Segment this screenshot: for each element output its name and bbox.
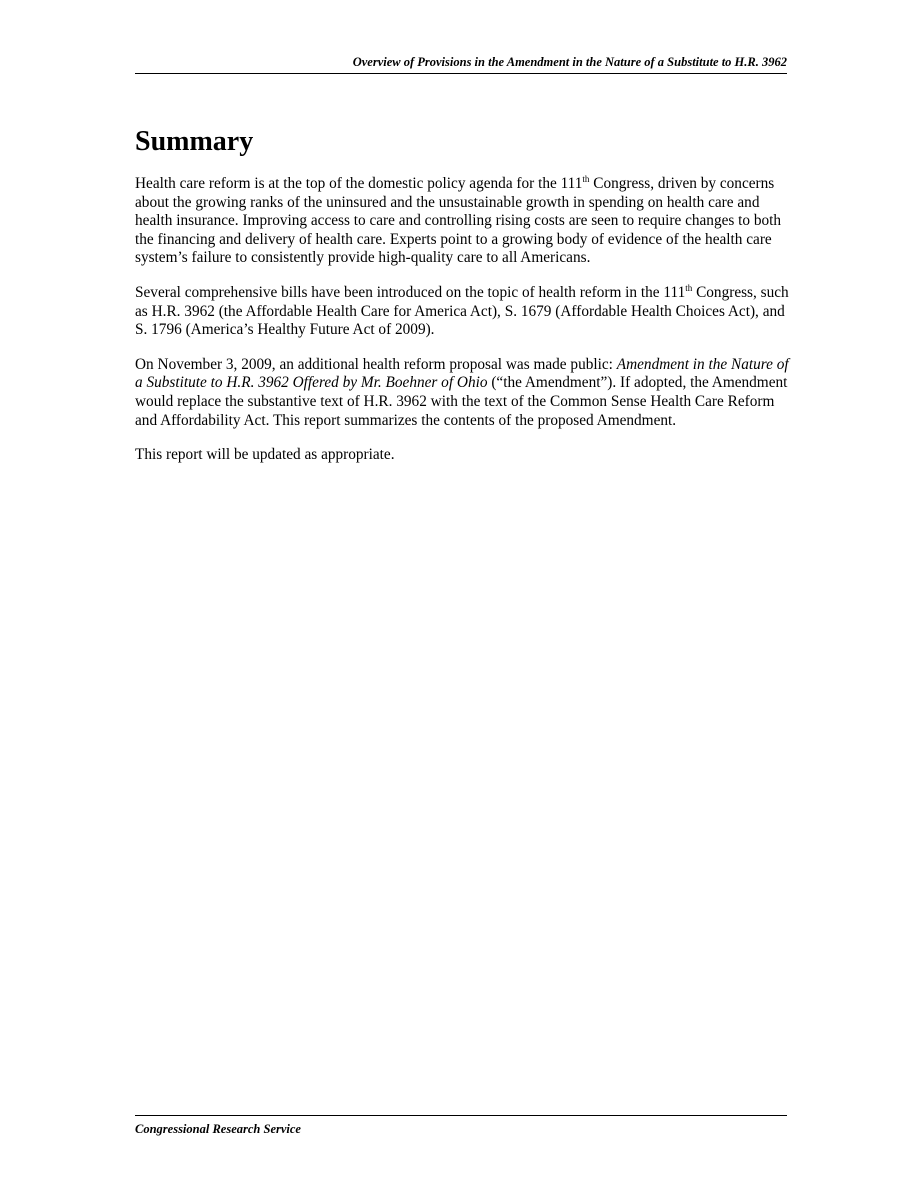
running-header-title: Overview of Provisions in the Amendment in the Nature of a Substitute to H.R. 3962 <box>352 55 787 69</box>
amendment-title: Amendment in the Nature of a Substitute to H.R. 3962 Offered by Mr. Boehner of Ohio <box>135 355 789 392</box>
summary-paragraph-1 <box>135 175 790 268</box>
paragraph-2-text-b: Congress, such as H.R. 3962 (the Affordable Health Care for America Act), S. 1679 (Affordable Health Choices Act), and S. 1796 (America’s Healthy Future Act of 2009). <box>135 283 789 339</box>
summary-paragraph-4: This report will be updated as appropriate. <box>135 446 395 464</box>
running-header <box>135 54 787 74</box>
summary-body <box>135 175 790 481</box>
summary-paragraph-3 <box>135 356 790 430</box>
section-heading: Summary <box>135 126 254 157</box>
paragraph-2-text-a: Several comprehensive bills have been introduced on the topic of health reform in the 111 <box>135 283 686 301</box>
page-footer <box>135 1115 787 1138</box>
paragraph-1-text-a: Health care reform is at the top of the domestic policy agenda for the 111 <box>135 175 583 192</box>
paragraph-1-text-b: Congress, driven by concerns about the growing ranks of the uninsured and the unsustainable growth in spending on health care and health insurance. Improving access to care and controlling rising costs are seen to require changes to both the financing and delivery of health care. Experts point to a growing body of evidence of the health care system’s failure to consistently provide high-quality care to all Americans. <box>135 175 782 267</box>
paragraph-2-ordinal-suffix: th <box>685 282 693 293</box>
footer-organization: Congressional Research Service <box>135 1122 301 1136</box>
paragraph-1-ordinal-suffix: th <box>582 174 590 184</box>
paragraph-3-text-b: (“the Amendment”). If adopted, the Amendment would replace the substantive text of H.R. 3962 with the text of the Common Sense Health Care Reform and Affordability Act. This report summarizes the contents of the proposed Amendment. <box>135 374 788 429</box>
summary-paragraph-2 <box>135 284 790 340</box>
paragraph-3-text-a: On November 3, 2009, an additional health reform proposal was made public: <box>135 355 617 373</box>
